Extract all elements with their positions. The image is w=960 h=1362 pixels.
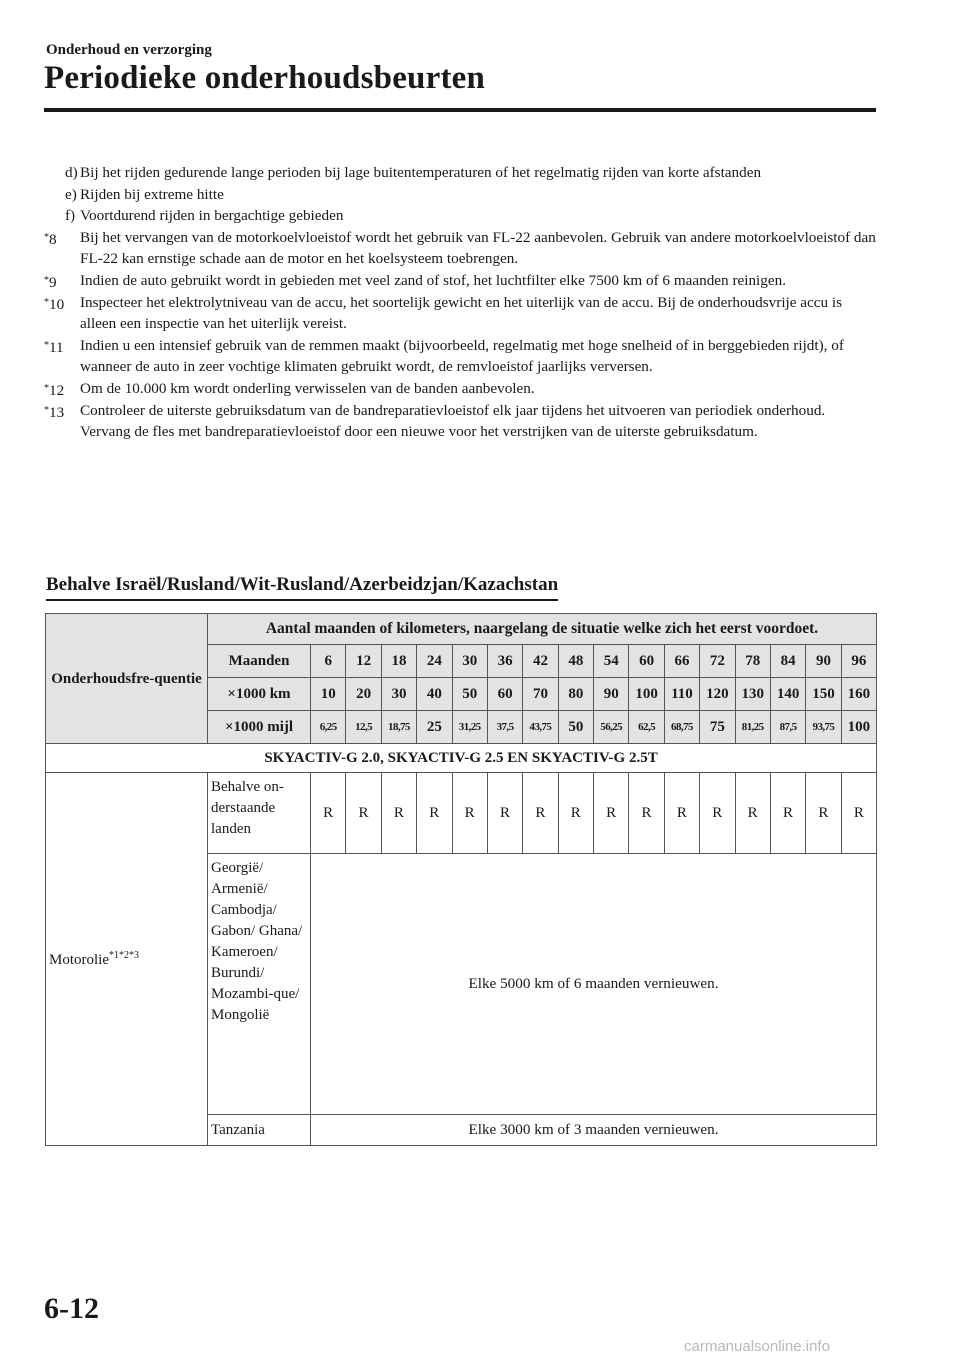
note-label: f) xyxy=(65,207,76,225)
months-cell: 84 xyxy=(770,645,805,678)
table-heading: Behalve Israël/Rusland/Wit-Rusland/Azerbeidzjan/Kazachstan xyxy=(46,574,558,601)
replace-cell: R xyxy=(452,773,487,854)
footnote-label: *11 xyxy=(44,338,64,356)
months-cell: 96 xyxy=(841,645,876,678)
footnote xyxy=(44,378,876,400)
title-divider xyxy=(44,108,876,112)
miles-cell: 50 xyxy=(558,711,593,744)
replace-cell: R xyxy=(594,773,629,854)
footnote-label: *8 xyxy=(44,230,57,248)
section-label: Onderhoud en verzorging xyxy=(46,42,212,58)
months-cell: 30 xyxy=(452,645,487,678)
km-cell: 150 xyxy=(806,678,841,711)
months-cell: 60 xyxy=(629,645,664,678)
km-cell: 130 xyxy=(735,678,770,711)
replace-cell: R xyxy=(629,773,664,854)
footnote-label: *10 xyxy=(44,295,65,313)
footnote xyxy=(44,400,876,443)
note-item xyxy=(56,184,876,206)
miles-cell: 18,75 xyxy=(381,711,416,744)
miles-cell: 37,5 xyxy=(487,711,522,744)
page-number: 6-12 xyxy=(44,1292,99,1325)
replace-cell: R xyxy=(841,773,876,854)
miles-cell: 81,25 xyxy=(735,711,770,744)
km-label: ×1000 km xyxy=(208,678,311,711)
miles-cell: 100 xyxy=(841,711,876,744)
months-cell: 48 xyxy=(558,645,593,678)
km-cell: 20 xyxy=(346,678,381,711)
replace-cell: R xyxy=(523,773,558,854)
region-tanzania: Tanzania xyxy=(208,1115,311,1146)
footnote xyxy=(44,335,876,378)
notes-list xyxy=(44,162,876,443)
footnote-text: Bij het vervangen van de motorkoelvloeistof wordt het gebruik van FL-22 aanbevolen. Gebruik van andere motorkoelvloeistof dan FL-22 kan ernstige schade aan de motor en het koelsysteem toebrengen. xyxy=(80,228,876,268)
replace-cell: R xyxy=(558,773,593,854)
km-cell: 100 xyxy=(629,678,664,711)
months-cell: 72 xyxy=(700,645,735,678)
region-group: Georgië/ Armenië/ Cambodja/ Gabon/ Ghana/ Kameroen/ Burundi/ Mozambi-que/ Mongolië xyxy=(208,854,311,1115)
miles-cell: 87,5 xyxy=(770,711,805,744)
months-cell: 66 xyxy=(664,645,699,678)
km-cell: 50 xyxy=(452,678,487,711)
months-cell: 6 xyxy=(311,645,346,678)
footnote-text: Indien u een intensief gebruik van de remmen maakt (bijvoorbeeld, regelmatig met hoge snelheid of in berggebieden rijdt), of wanneer de auto in zeer vochtige klimaten gebruikt wordt, de remvloeistof jaarlijks verversen. xyxy=(80,336,844,376)
km-cell: 60 xyxy=(487,678,522,711)
km-cell: 30 xyxy=(381,678,416,711)
km-cell: 160 xyxy=(841,678,876,711)
km-cell: 140 xyxy=(770,678,805,711)
note-label: e) xyxy=(65,185,77,203)
km-cell: 90 xyxy=(594,678,629,711)
months-label: Maanden xyxy=(208,645,311,678)
replace-cell: R xyxy=(664,773,699,854)
miles-cell: 93,75 xyxy=(806,711,841,744)
miles-cell: 68,75 xyxy=(664,711,699,744)
region-group-interval: Elke 5000 km of 6 maanden vernieuwen. xyxy=(311,854,877,1115)
months-cell: 12 xyxy=(346,645,381,678)
footnote xyxy=(44,227,876,270)
km-cell: 40 xyxy=(417,678,452,711)
footnote-text: Controleer de uiterste gebruiksdatum van de bandreparatievloeistof elk jaar tijdens het uitvoeren van periodiek onderhoud. Vervang de fles met bandreparatievloeistof door een nieuwe voor het verstrijken van de uiterste gebruiksdatum. xyxy=(80,401,826,441)
months-cell: 24 xyxy=(417,645,452,678)
footnote-label: *12 xyxy=(44,381,65,399)
replace-cell: R xyxy=(417,773,452,854)
note-item xyxy=(56,205,876,227)
region-default: Behalve on-derstaande landen xyxy=(208,773,311,854)
months-cell: 54 xyxy=(594,645,629,678)
motor-oil-label: Motorolie$^{*1*2*3}$ xyxy=(46,773,208,1146)
replace-cell: R xyxy=(346,773,381,854)
miles-cell: 6,25 xyxy=(311,711,346,744)
months-cell: 36 xyxy=(487,645,522,678)
replace-cell: R xyxy=(806,773,841,854)
miles-cell: 25 xyxy=(417,711,452,744)
note-label: d) xyxy=(65,164,78,181)
km-cell: 80 xyxy=(558,678,593,711)
miles-cell: 62,5 xyxy=(629,711,664,744)
miles-cell: 31,25 xyxy=(452,711,487,744)
footnote xyxy=(44,270,876,292)
replace-cell: R xyxy=(311,773,346,854)
km-cell: 110 xyxy=(664,678,699,711)
frequency-header: Onderhoudsfre-quentie xyxy=(46,614,208,744)
km-cell: 70 xyxy=(523,678,558,711)
replace-cell: R xyxy=(381,773,416,854)
months-cell: 78 xyxy=(735,645,770,678)
note-text: Bij het rijden gedurende lange perioden bij lage buitentemperaturen of het regelmatig rijden van korte afstanden xyxy=(80,164,762,181)
footnote xyxy=(44,292,876,335)
engine-row: SKYACTIV-G 2.0, SKYACTIV-G 2.5 EN SKYACTIV-G 2.5T xyxy=(46,744,877,773)
maintenance-table xyxy=(45,613,877,1146)
miles-cell: 12,5 xyxy=(346,711,381,744)
replace-cell: R xyxy=(487,773,522,854)
km-cell: 120 xyxy=(700,678,735,711)
months-cell: 42 xyxy=(523,645,558,678)
miles-cell: 56,25 xyxy=(594,711,629,744)
footnote-text: Om de 10.000 km wordt onderling verwisselen van de banden aanbevolen. xyxy=(80,379,535,397)
replace-cell: R xyxy=(700,773,735,854)
footnote-text: Inspecteer het elektrolytniveau van de accu, het soortelijk gewicht en het uiterlijk van de accu. Bij de onderhoudsvrije accu is alleen een inspectie van het uiterlijk vereist. xyxy=(80,293,843,333)
note-text: Rijden bij extreme hitte xyxy=(80,185,224,203)
note-item xyxy=(56,162,876,184)
watermark: carmanualsonline.info xyxy=(684,1338,830,1355)
page-title: Periodieke onderhoudsbeurten xyxy=(44,60,486,96)
km-cell: 10 xyxy=(311,678,346,711)
replace-cell: R xyxy=(770,773,805,854)
months-cell: 18 xyxy=(381,645,416,678)
footnote-text: Indien de auto gebruikt wordt in gebieden met veel zand of stof, het luchtfilter elke 7500 km of 6 maanden reinigen. xyxy=(80,271,786,289)
footnote-label: *13 xyxy=(44,403,65,421)
replace-cell: R xyxy=(735,773,770,854)
miles-cell: 75 xyxy=(700,711,735,744)
footnote-label: *9 xyxy=(44,273,57,291)
note-text: Voortdurend rijden in bergachtige gebieden xyxy=(80,207,344,225)
months-cell: 90 xyxy=(806,645,841,678)
region-tanzania-interval: Elke 3000 km of 3 maanden vernieuwen. xyxy=(311,1115,877,1146)
miles-cell: 43,75 xyxy=(523,711,558,744)
interval-header: Aantal maanden of kilometers, naargelang de situatie welke zich het eerst voordoet. xyxy=(208,614,877,645)
miles-label: ×1000 mijl xyxy=(208,711,311,744)
